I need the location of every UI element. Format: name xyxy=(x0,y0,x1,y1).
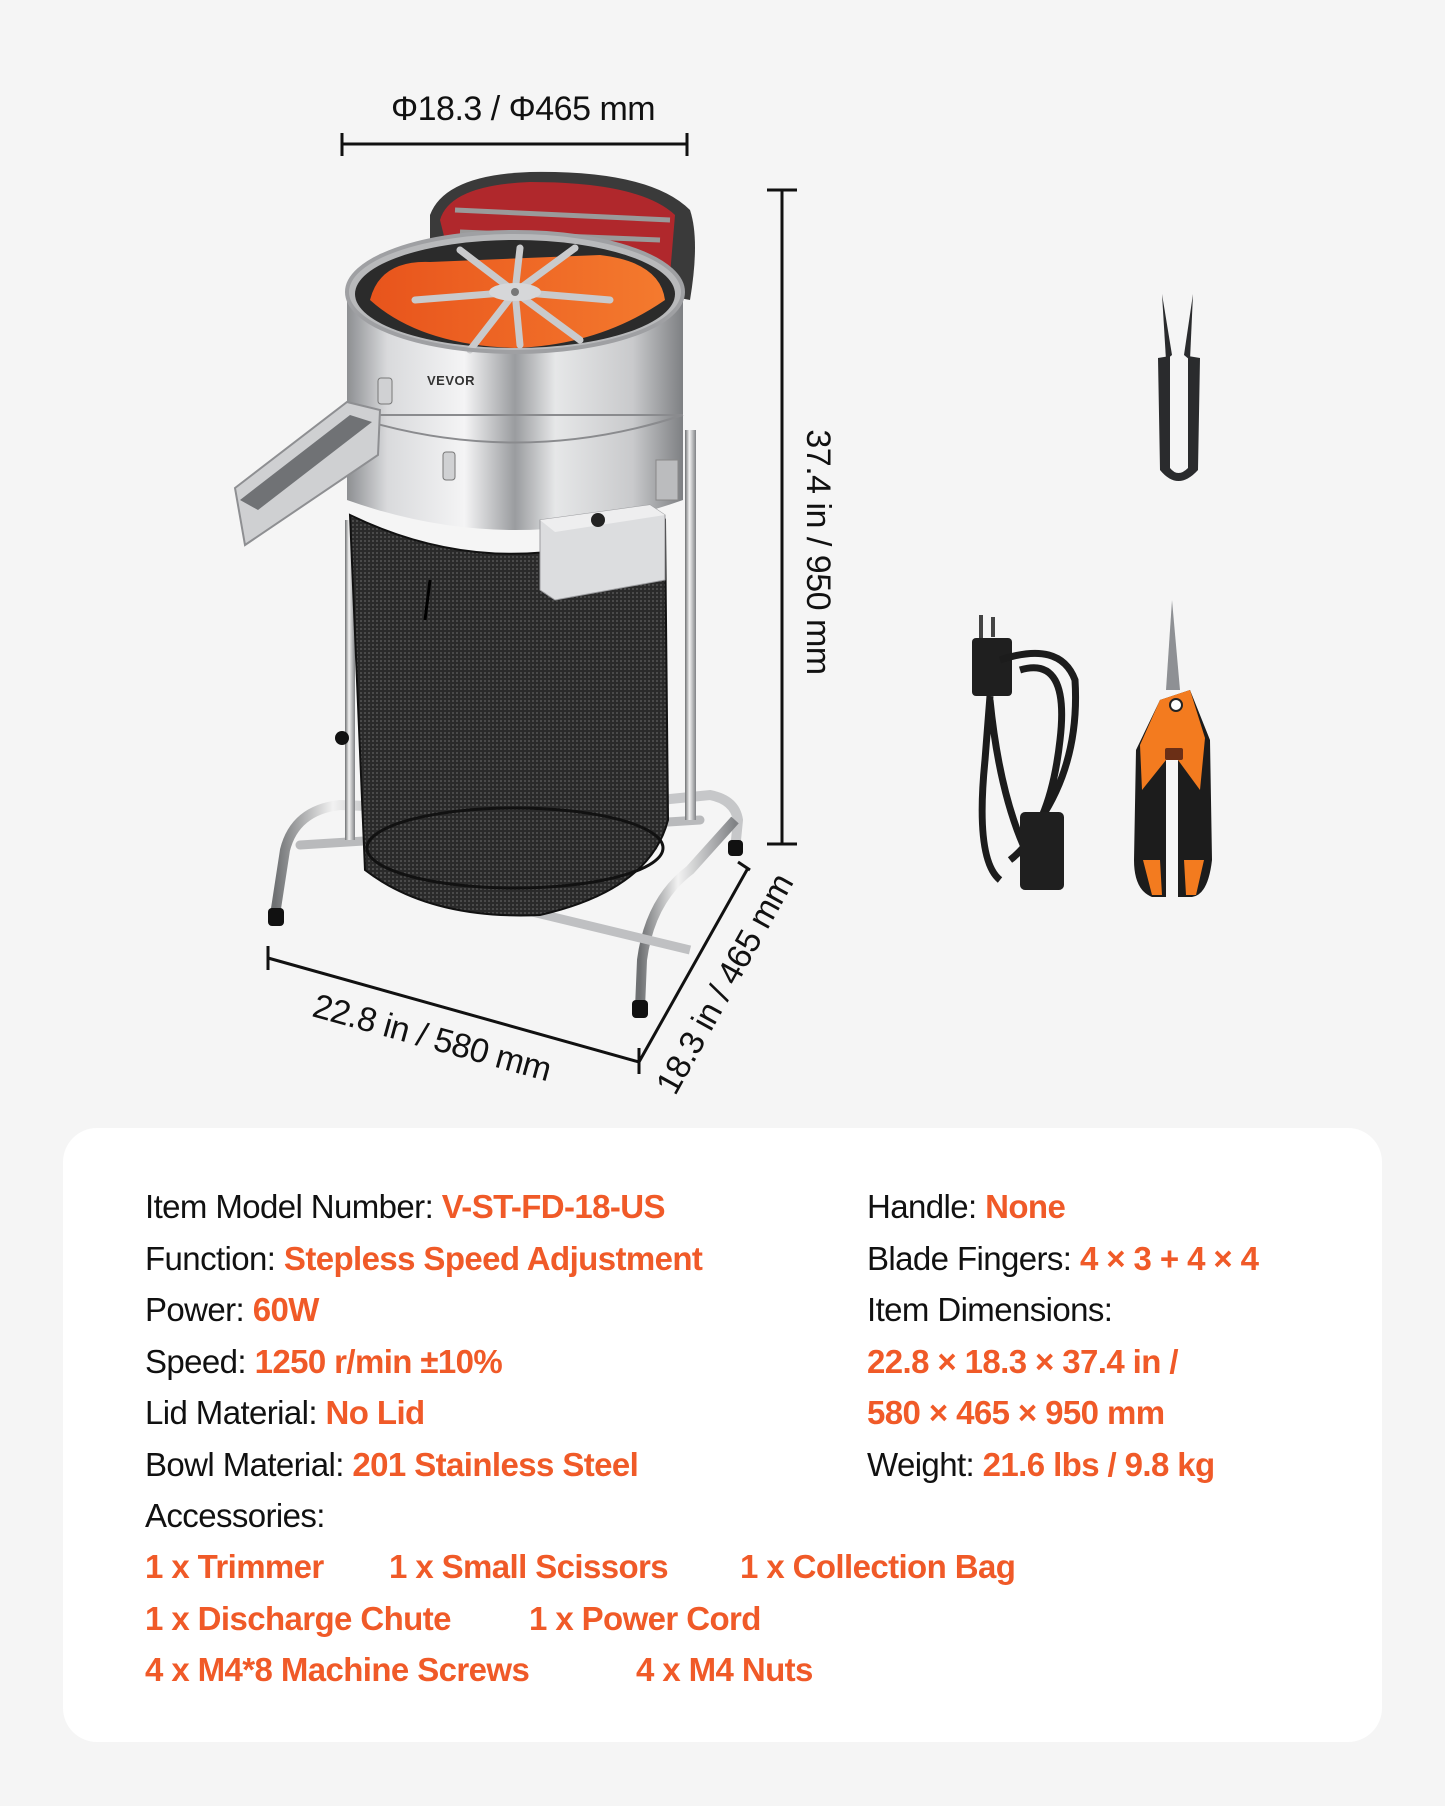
spec-handle xyxy=(867,1190,1065,1223)
accessory-small-scissors: 1 x Small Scissors xyxy=(389,1548,669,1585)
spec-value: 60W xyxy=(252,1291,319,1328)
spec-label: Speed: xyxy=(145,1343,246,1380)
accessory-trimmer: 1 x Trimmer xyxy=(145,1548,324,1585)
accessory-collection-bag: 1 x Collection Bag xyxy=(740,1548,1016,1585)
spec-dimensions-metric xyxy=(867,1396,1164,1429)
spec-label: Item Dimensions: xyxy=(867,1291,1113,1328)
width-dimension-label: 22.8 in / 580 mm xyxy=(308,986,556,1090)
spec-label: Function: xyxy=(145,1240,276,1277)
spec-value: Stepless Speed Adjustment xyxy=(283,1240,703,1277)
accessory-power-cord: 1 x Power Cord xyxy=(529,1600,761,1637)
spec-label: Weight: xyxy=(867,1446,975,1483)
spec-label: Blade Fingers: xyxy=(867,1240,1072,1277)
spec-dimensions-imperial xyxy=(867,1345,1178,1378)
spec-value: 1250 r/min ±10% xyxy=(254,1343,503,1380)
accessory-nuts: 4 x M4 Nuts xyxy=(636,1651,813,1688)
trimmer-machine xyxy=(235,172,743,1018)
accessory-machine-screws: 4 x M4*8 Machine Screws xyxy=(145,1651,530,1688)
spec-speed xyxy=(145,1345,502,1378)
spec-weight xyxy=(867,1448,1215,1481)
spec-function xyxy=(145,1242,702,1275)
spec-label: Item Model Number: xyxy=(145,1188,434,1225)
spec-value: V-ST-FD-18-US xyxy=(441,1188,665,1225)
height-dimension-label: 37.4 in / 950 mm xyxy=(799,429,837,675)
diameter-dimension-label: Φ18.3 / Φ465 mm xyxy=(391,90,656,128)
spec-value: 4 × 3 + 4 × 4 xyxy=(1079,1240,1259,1277)
spec-label: Handle: xyxy=(867,1188,977,1225)
diameter-dimension-line xyxy=(342,133,687,156)
spec-value: 21.6 lbs / 9.8 kg xyxy=(982,1446,1215,1483)
spec-model-number xyxy=(145,1190,665,1223)
spec-label: Bowl Material: xyxy=(145,1446,344,1483)
spec-item-dimensions xyxy=(867,1293,1112,1326)
small-scissors-image xyxy=(1158,294,1200,481)
trimmer-image xyxy=(1134,600,1212,897)
spec-label: Lid Material: xyxy=(145,1394,317,1431)
spec-value: 580 × 465 × 950 mm xyxy=(867,1394,1165,1431)
spec-bowl-material xyxy=(145,1448,638,1481)
depth-dimension-label: 18.3 in / 465 mm xyxy=(648,867,802,1101)
spec-value: None xyxy=(985,1188,1066,1225)
accessory-discharge-chute: 1 x Discharge Chute xyxy=(145,1600,451,1637)
accessories-heading xyxy=(145,1499,325,1532)
brand-logo: VEVOR xyxy=(427,373,476,388)
accessories-label: Accessories: xyxy=(145,1497,325,1534)
spec-power xyxy=(145,1293,319,1326)
spec-label: Power: xyxy=(145,1291,245,1328)
spec-value: No Lid xyxy=(325,1394,425,1431)
height-dimension-line xyxy=(767,190,797,844)
spec-blade-fingers xyxy=(867,1242,1258,1275)
spec-value: 201 Stainless Steel xyxy=(352,1446,639,1483)
spec-lid-material xyxy=(145,1396,425,1429)
power-cord-image xyxy=(972,615,1076,890)
spec-value: 22.8 × 18.3 × 37.4 in / xyxy=(867,1343,1178,1380)
